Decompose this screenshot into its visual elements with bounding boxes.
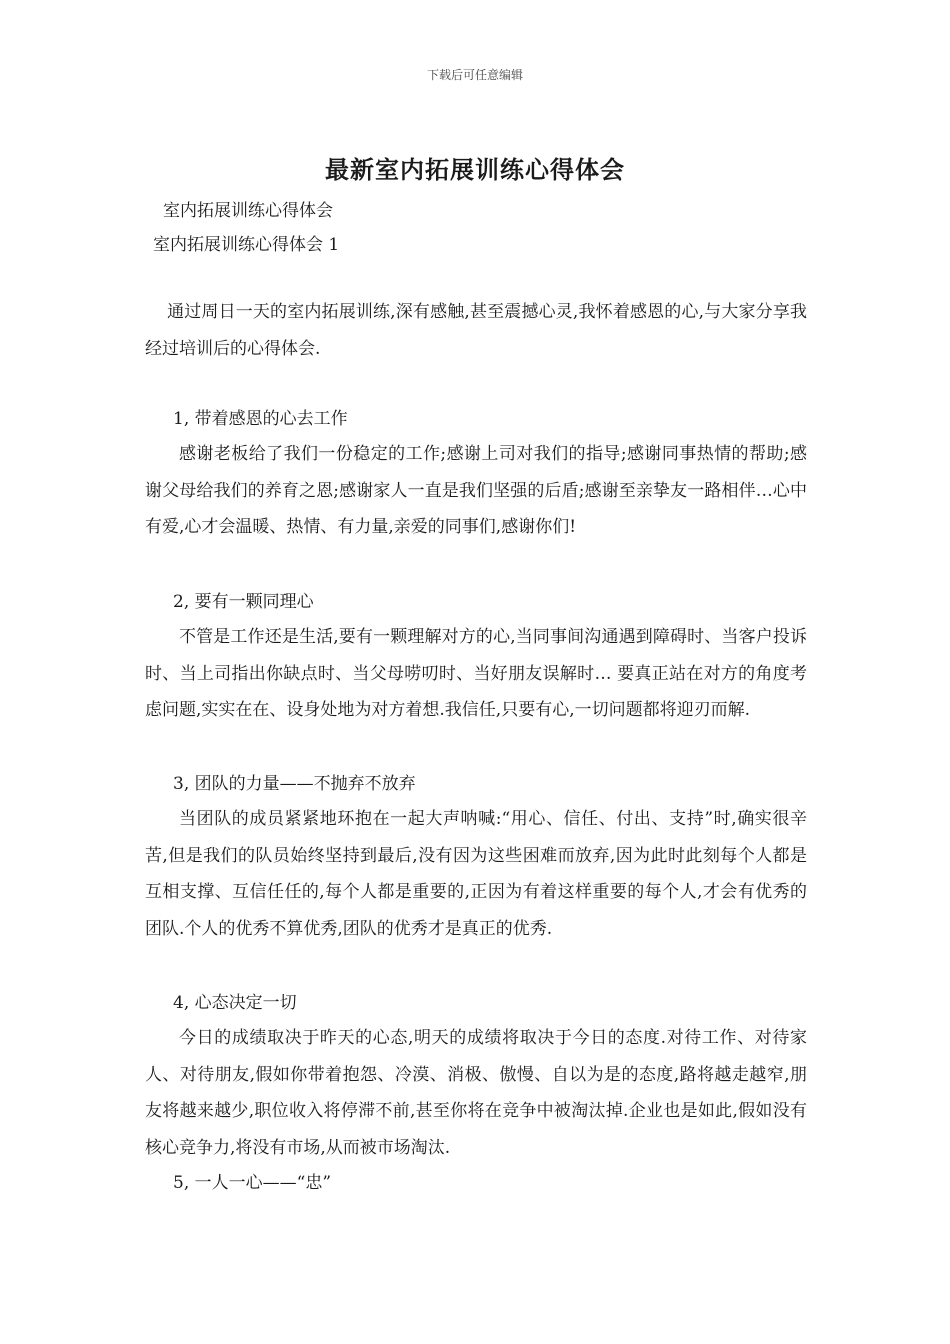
subtitle-2: 室内拓展训练心得体会 1 (153, 235, 340, 255)
intro-paragraph: 通过周日一天的室内拓展训练,深有感触,甚至震撼心灵,我怀着感恩的心,与大家分享我经过培训后的心得体会. (145, 302, 807, 359)
section-5-heading: 5, 一人一心——“忠” (173, 1173, 332, 1193)
section-2-heading: 2, 要有一颗同理心 (173, 592, 314, 612)
header-note: 下载后可任意编辑 (426, 68, 523, 82)
section-4-body: 今日的成绩取决于昨天的心态,明天的成绩将取决于今日的态度.对待工作、对待家人、对待朋友,假如你带着抱怨、冷漠、消极、傲慢、自以为是的态度,路将越走越窄,朋友将越来越少,职位收入将停滞不前,甚至你将在竞争中被淘汰掉.企业也是如此,假如没有核心竞争力,将没有市场,从而被市场淘汰. (145, 1028, 807, 1158)
subtitle-1: 室内拓展训练心得体会 (163, 201, 333, 221)
section-2-body: 不管是工作还是生活,要有一颗理解对方的心,当同事间沟通遇到障碍时、当客户投诉时、当上司指出你缺点时、当父母唠叨时、当好朋友误解时… 要真正站在对方的角度考虑问题,实实在在、设身处地为对方着想.我信任,只要有心,一切问题都将迎刃而解. (145, 627, 807, 720)
section-3-heading: 3, 团队的力量——不抛弃不放弃 (173, 774, 416, 794)
document-title: 最新室内拓展训练心得体会 (325, 155, 625, 184)
section-4-heading: 4, 心态决定一切 (173, 993, 297, 1013)
section-3-body: 当团队的成员紧紧地环抱在一起大声呐喊:“用心、信任、付出、支持”时,确实很辛苦,但是我们的队员始终坚持到最后,没有因为这些困难而放弃,因为此时此刻每个人都是互相支撑、互信任任的,每个人都是重要的,正因为有着这样重要的每个人,才会有优秀的团队.个人的优秀不算优秀,团队的优秀才是真正的优秀. (145, 809, 807, 939)
section-1-heading: 1, 带着感恩的心去工作 (173, 409, 348, 429)
section-1-body: 感谢老板给了我们一份稳定的工作;感谢上司对我们的指导;感谢同事热情的帮助;感谢父母给我们的养育之恩;感谢家人一直是我们坚强的后盾;感谢至亲挚友一路相伴…心中有爱,心才会温暖、热情、有力量,亲爱的同事们,感谢你们! (145, 444, 807, 537)
